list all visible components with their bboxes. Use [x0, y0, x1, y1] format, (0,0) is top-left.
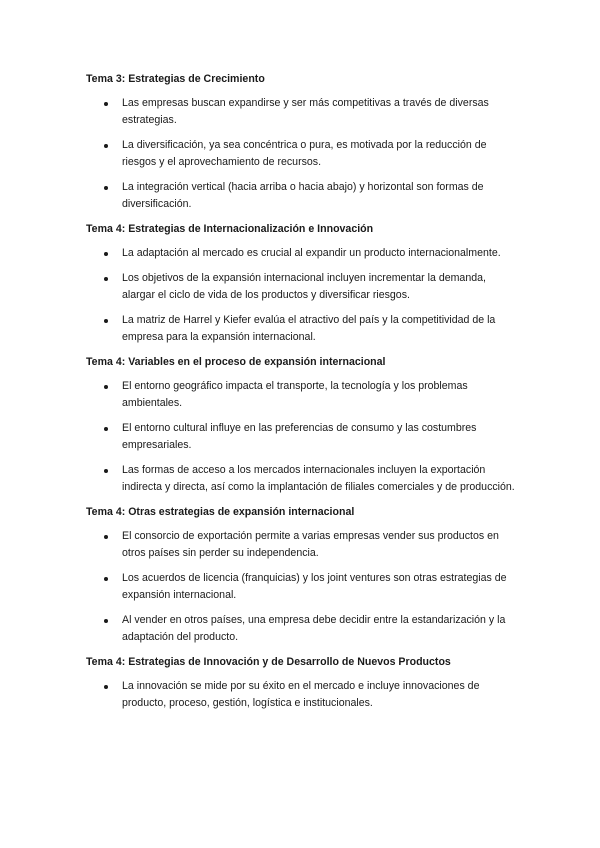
section-tema4-internacionalizacion	[86, 221, 516, 346]
section-title: Tema 4: Otras estrategias de expansión internacional	[86, 506, 355, 518]
list-item	[86, 270, 516, 304]
bullet-icon	[104, 277, 108, 281]
list-item	[86, 245, 516, 262]
list-item-text: La innovación se mide por su éxito en el mercado e incluye innovaciones de producto, proceso, gestión, logística e institucionales.	[122, 680, 480, 709]
bullet-icon	[104, 102, 108, 106]
list-item	[86, 420, 516, 454]
list-item-text: Los objetivos de la expansión internacional incluyen incrementar la demanda, alargar el ciclo de vida de los productos y diversificar riesgos.	[122, 272, 486, 301]
bullet-icon	[104, 619, 108, 623]
list-item-text: Las empresas buscan expandirse y ser más competitivas a través de diversas estrategias.	[122, 97, 489, 126]
list-item	[86, 312, 516, 346]
list-item-text: La diversificación, ya sea concéntrica o pura, es motivada por la reducción de riesgos y el aprovechamiento de recursos.	[122, 139, 487, 168]
bullet-list	[86, 528, 516, 646]
section-title: Tema 4: Variables en el proceso de expansión internacional	[86, 356, 386, 368]
list-item	[86, 570, 516, 604]
bullet-icon	[104, 469, 108, 473]
list-item	[86, 612, 516, 646]
list-item-text: El entorno geográfico impacta el transporte, la tecnología y los problemas ambientales.	[122, 380, 468, 409]
bullet-icon	[104, 319, 108, 323]
list-item-text: La matriz de Harrel y Kiefer evalúa el atractivo del país y la competitividad de la empresa para la expansión internacional.	[122, 314, 496, 343]
section-title: Tema 4: Estrategias de Internacionalización e Innovación	[86, 223, 374, 235]
section-tema4-variables	[86, 354, 516, 496]
list-item-text: Los acuerdos de licencia (franquicias) y los joint ventures son otras estrategias de expansión internacional.	[122, 572, 507, 601]
bullet-list	[86, 245, 516, 346]
list-item-text: Al vender en otros países, una empresa debe decidir entre la estandarización y la adaptación del producto.	[122, 614, 506, 643]
bullet-icon	[104, 144, 108, 148]
list-item	[86, 528, 516, 562]
bullet-list	[86, 678, 516, 712]
section-title: Tema 3: Estrategias de Crecimiento	[86, 73, 265, 85]
list-item	[86, 179, 516, 213]
bullet-icon	[104, 427, 108, 431]
section-title: Tema 4: Estrategias de Innovación y de Desarrollo de Nuevos Productos	[86, 656, 451, 668]
list-item	[86, 678, 516, 712]
bullet-icon	[104, 685, 108, 689]
bullet-icon	[104, 577, 108, 581]
list-item-text: El consorcio de exportación permite a varias empresas vender sus productos en otros países sin perder su independencia.	[122, 530, 499, 559]
bullet-list	[86, 95, 516, 213]
list-item	[86, 137, 516, 171]
list-item	[86, 378, 516, 412]
list-item	[86, 95, 516, 129]
list-item-text: El entorno cultural influye en las preferencias de consumo y las costumbres empresariales.	[122, 422, 477, 451]
section-tema3-crecimiento	[86, 71, 516, 213]
section-tema4-otras-estrategias	[86, 504, 516, 646]
list-item-text: La integración vertical (hacia arriba o hacia abajo) y horizontal son formas de diversificación.	[122, 181, 484, 210]
bullet-icon	[104, 385, 108, 389]
list-item	[86, 462, 516, 496]
list-item-text: La adaptación al mercado es crucial al expandir un producto internacionalmente.	[122, 247, 501, 259]
bullet-icon	[104, 252, 108, 256]
list-item-text: Las formas de acceso a los mercados internacionales incluyen la exportación indirecta y directa, así como la implantación de filiales comerciales y de producción.	[122, 464, 515, 493]
section-tema4-innovacion	[86, 654, 516, 712]
bullet-icon	[104, 186, 108, 190]
bullet-list	[86, 378, 516, 496]
bullet-icon	[104, 535, 108, 539]
